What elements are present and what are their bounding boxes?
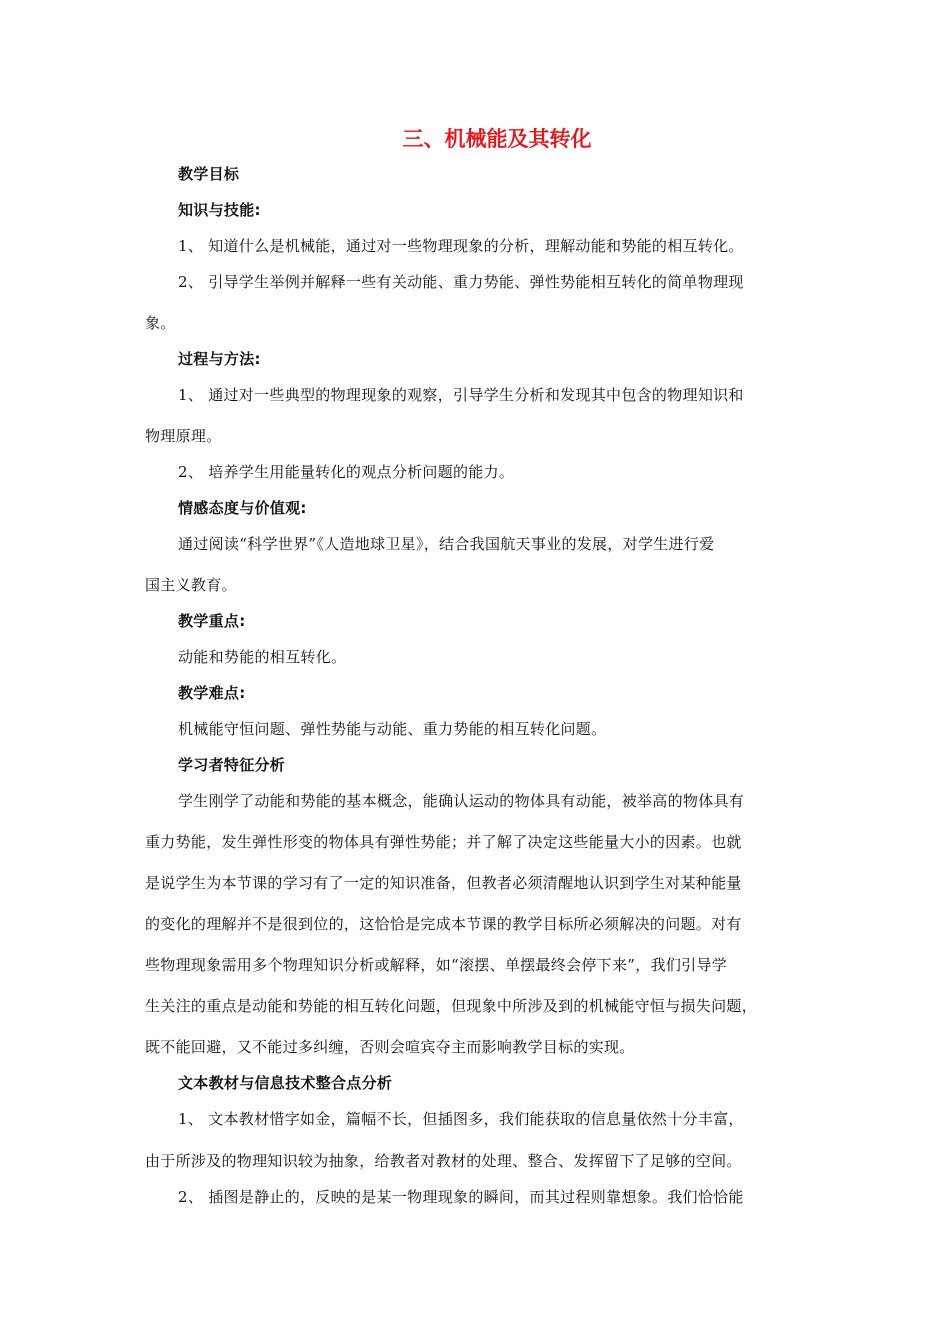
attitude-text: 通过阅读“科学世界”《人造地球卫星》，结合我国航天事业的发展，对学生进行爱 [178, 535, 715, 553]
material-heading: 文本教材与信息技术整合点分析 [178, 1074, 393, 1092]
knowledge-item-2: 2、 引导学生举例并解释一些有关动能、重力势能、弹性势能相互转化的简单物理现 [178, 273, 744, 291]
learner-line: 既不能回避，又不能过多纠缠，否则会喧宾夺主而影响教学目标的实现。 [145, 1038, 635, 1056]
learner-line: 生关注的重点是动能和势能的相互转化问题，但现象中所涉及到的机械能守恒与损失问题， [145, 997, 758, 1015]
knowledge-item-1: 1、 知道什么是机械能，通过对一些物理现象的分析，理解动能和势能的相互转化。 [178, 237, 744, 255]
learner-line: 学生刚学了动能和势能的基本概念，能确认运动的物体具有动能，被举高的物体具有 [178, 792, 745, 810]
knowledge-item-2-cont: 象。 [145, 314, 176, 332]
learner-heading: 学习者特征分析 [178, 756, 286, 774]
attitude-heading: 情感态度与价值观: [178, 499, 307, 517]
learner-line: 的变化的理解并不是很到位的，这恰恰是完成本节课的教学目标所必须解决的问题。对有 [145, 915, 742, 933]
material-item-1-cont: 由于所涉及的物理知识较为抽象，给教者对教材的处理、整合、发挥留下了足够的空间。 [145, 1152, 742, 1170]
process-item-1-cont: 物理原理。 [145, 427, 222, 445]
process-item-1: 1、 通过对一些典型的物理现象的观察，引导学生分析和发现其中包含的物理知识和 [178, 386, 744, 404]
learner-line: 些物理现象需用多个物理知识分析或解释，如“滚摆、单摆最终会停下来”，我们引导学 [145, 956, 728, 974]
process-heading: 过程与方法: [178, 350, 261, 368]
key-point-heading: 教学重点: [178, 612, 246, 630]
learner-line: 是说学生为本节课的学习有了一定的知识准备，但教者必须清醒地认识到学生对某种能量 [145, 874, 742, 892]
learner-line: 重力势能，发生弹性形变的物体具有弹性势能；并了解了决定这些能量大小的因素。也就 [145, 833, 742, 851]
material-item-1: 1、 文本教材惜字如金，篇幅不长，但插图多，我们能获取的信息量依然十分丰富， [178, 1110, 744, 1128]
material-item-2: 2、 插图是静止的，反映的是某一物理现象的瞬间，而其过程则靠想象。我们恰恰能 [178, 1188, 744, 1206]
process-item-2: 2、 培养学生用能量转化的观点分析问题的能力。 [178, 463, 515, 481]
knowledge-heading: 知识与技能: [178, 201, 261, 219]
difficulty-heading: 教学难点: [178, 684, 246, 702]
key-point-text: 动能和势能的相互转化。 [178, 648, 347, 666]
difficulty-text: 机械能守恒问题、弹性势能与动能、重力势能的相互转化问题。 [178, 720, 607, 738]
goals-heading: 教学目标 [178, 165, 240, 183]
page-title: 三、机械能及其转化 [402, 127, 592, 151]
attitude-text-cont: 国主义教育。 [145, 576, 237, 594]
